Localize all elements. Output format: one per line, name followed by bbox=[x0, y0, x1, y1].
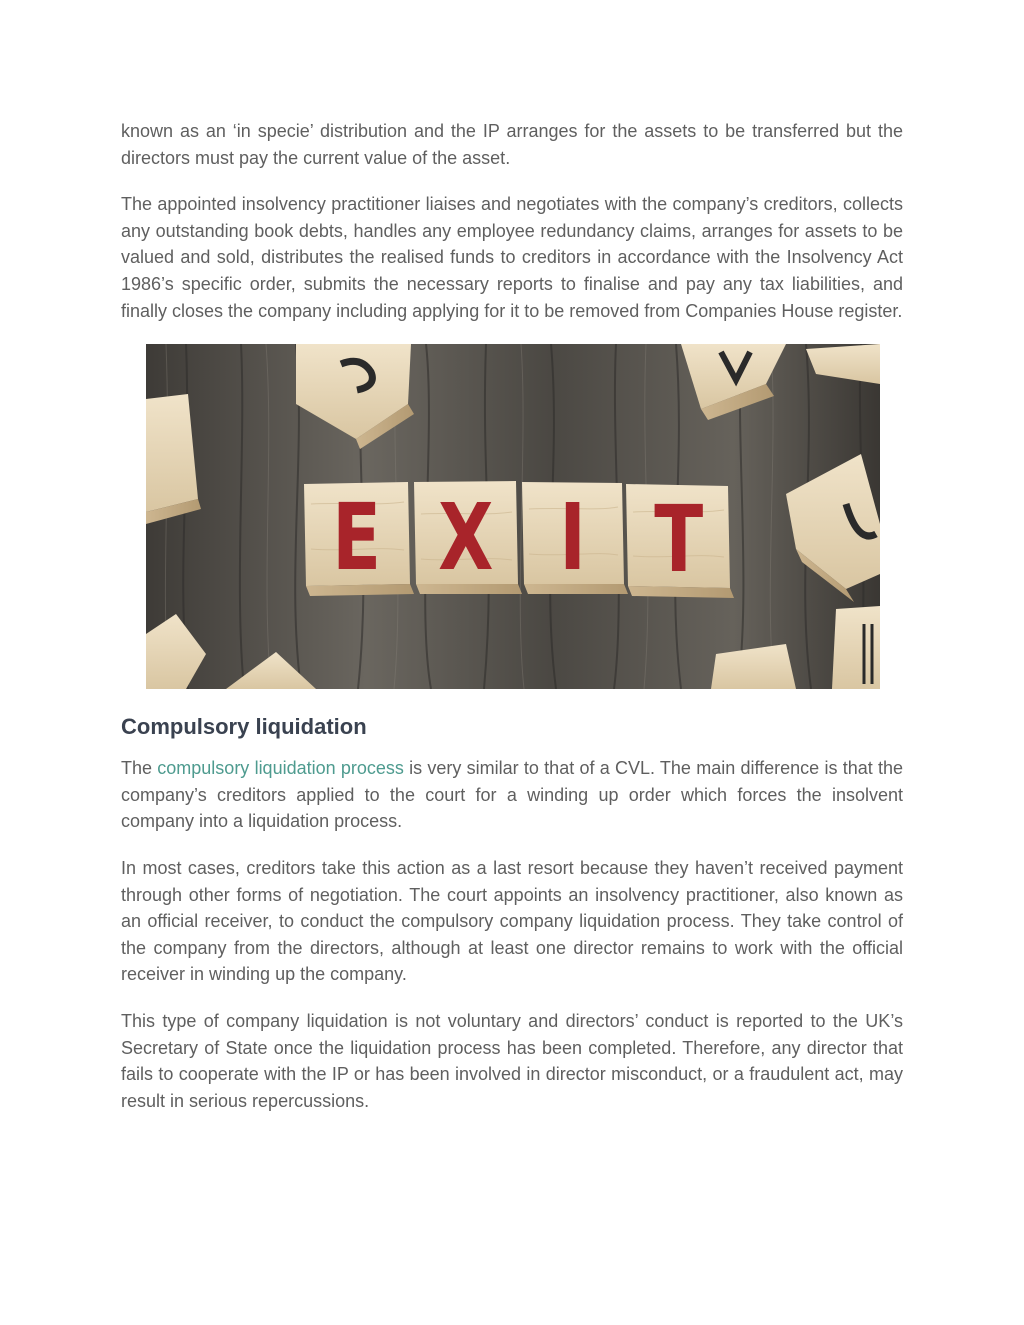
exit-letter-e: E bbox=[332, 484, 382, 592]
compulsory-liquidation-process-link[interactable]: compulsory liquidation process bbox=[157, 758, 404, 779]
paragraph-creditors-last-resort: In most cases, creditors take this action as a last resort because they haven’t received payment through other forms of negotiation. The court appoints an insolvency practitioner, also known as an official receiver, to conduct the compulsory company liquidation process. They take control of the company from the directors, although at least one director remains to work with the official receiver in winding up the company. bbox=[121, 857, 903, 985]
exit-blocks-image bbox=[146, 344, 880, 689]
section-heading-compulsory-liquidation: Compulsory liquidation bbox=[121, 714, 367, 740]
paragraph-director-conduct: This type of company liquidation is not voluntary and directors’ conduct is reported to the UK’s Secretary of State once the liquidation process has been completed. Therefore, any director that fails to cooperate with the IP or has been involved in director misconduct, or a fraudulent act, may result in serious repercussions. bbox=[121, 1010, 903, 1111]
intro-suffix: is very similar to that of a CVL. The main difference is that the company’s creditors applied to the court for a winding up order which forces the insolvent company into a liquidation process. bbox=[121, 758, 903, 832]
document-page bbox=[121, 118, 903, 1134]
intro-prefix: The bbox=[121, 758, 158, 779]
exit-letter-i: I bbox=[559, 484, 587, 592]
paragraph-in-specie: known as an ‘in specie’ distribution and the IP arranges for the assets to be transferred but the directors must pay the current value of the asset. bbox=[121, 121, 903, 168]
paragraph-compulsory-intro bbox=[121, 755, 903, 835]
exit-letter-t: T bbox=[654, 486, 704, 594]
paragraph-practitioner-duties: The appointed insolvency practitioner liaises and negotiates with the company’s creditors, collects any outstanding book debts, handles any employee redundancy claims, arranges for assets to be valued and sold, distributes the realised funds to creditors in accordance with the Insolvency Act 1986’s specific order, submits the necessary reports to finalise and pay any tax liabilities, and finally closes the company including applying for it to be removed from Companies House register. bbox=[121, 194, 903, 321]
exit-letter-x: X bbox=[438, 484, 494, 592]
